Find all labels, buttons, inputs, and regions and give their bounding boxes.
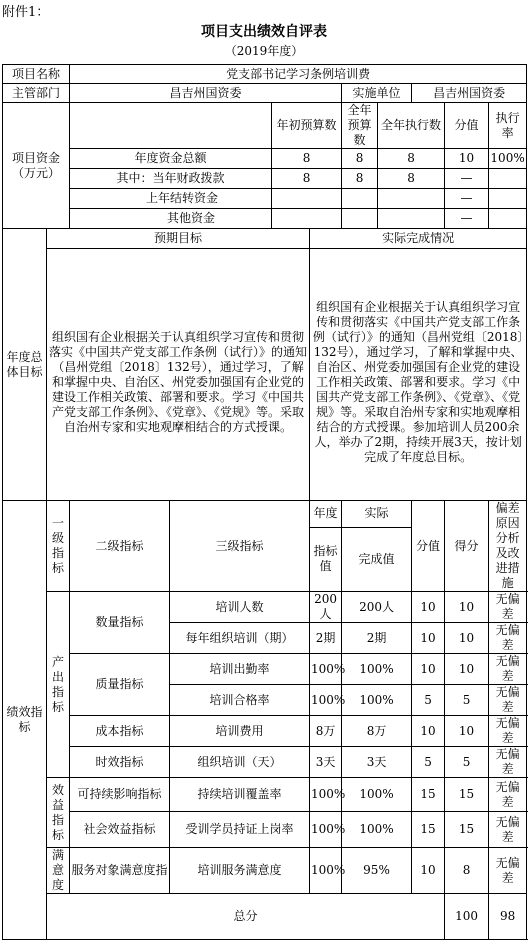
funds-row-name: 其他资金 (70, 209, 272, 229)
indicator-score: 10 (412, 654, 445, 685)
effect-l2: 可持续影响指标 (70, 778, 170, 812)
attachment-label: 附件1： (2, 5, 50, 20)
funds-row-name: 其中：当年财政拨款 (70, 169, 272, 189)
indicator-reason: 无偏差 (489, 848, 527, 894)
indicator-got: 15 (445, 812, 489, 848)
indicator-name: 培训费用 (170, 716, 310, 747)
indicator-got: 15 (445, 778, 489, 812)
indicator-reason: 无偏差 (489, 592, 527, 623)
funds-cell (378, 189, 445, 209)
funds-cell: 8 (378, 149, 445, 169)
dept-value: 昌吉州国资委 (70, 84, 342, 103)
indicator-reason: 无偏差 (489, 716, 527, 747)
funds-cell: 8 (342, 169, 378, 189)
funds-cell (342, 189, 378, 209)
funds-cell: 8 (342, 149, 378, 169)
indicator-got: 10 (445, 623, 489, 654)
indicator-name: 组织培训（天） (170, 747, 310, 778)
indicator-target: 200人 (310, 592, 342, 623)
indicator-name: 培训服务满意度 (170, 848, 310, 894)
indicator-target: 3天 (310, 747, 342, 778)
funds-blank-header (70, 103, 272, 149)
total-got: 98 (489, 894, 527, 940)
funds-cell: 100% (489, 149, 527, 169)
indicator-target: 2期 (310, 623, 342, 654)
funds-header-rate: 执行率 (489, 103, 527, 149)
funds-cell (272, 209, 342, 229)
indicator-name: 培训出勤率 (170, 654, 310, 685)
funds-cell (378, 209, 445, 229)
indicator-target: 100% (310, 812, 342, 848)
indicator-reason: 无偏差 (489, 685, 527, 716)
goals-label: 年度总体目标 (3, 229, 47, 501)
indicator-score: 15 (412, 778, 445, 812)
funds-header-initial: 年初预算数 (272, 103, 342, 149)
perf-header-year: 年度 (310, 501, 342, 528)
dept-label: 主管部门 (3, 84, 70, 103)
perf-header-score: 分值 (412, 501, 445, 592)
perf-header-actual-value: 完成值 (342, 527, 412, 591)
satisfaction-l2: 服务对象满意度指 (70, 848, 170, 894)
funds-header-executed: 全年执行数 (378, 103, 445, 149)
indicator-actual: 8万 (342, 716, 412, 747)
funds-cell (489, 169, 527, 189)
perf-header-year-value: 指标值 (310, 527, 342, 591)
quality-l2: 质量指标 (70, 654, 170, 716)
indicator-actual: 100% (342, 654, 412, 685)
indicator-target: 100% (310, 654, 342, 685)
indicator-reason: 无偏差 (489, 623, 527, 654)
perf-label: 绩效指标 (3, 501, 47, 940)
funds-cell: 8 (272, 169, 342, 189)
funds-cell: 8 (272, 149, 342, 169)
indicator-actual: 100% (342, 778, 412, 812)
funds-cell (342, 209, 378, 229)
total-label: 总分 (47, 894, 445, 940)
indicator-name: 培训合格率 (170, 685, 310, 716)
effect-l2: 社会效益指标 (70, 812, 170, 848)
perf-header-l2: 二级指标 (70, 501, 170, 592)
indicator-actual: 100% (342, 812, 412, 848)
project-name-value: 党支部书记学习条例培训费 (70, 65, 527, 84)
output-l1: 产出指标 (47, 592, 70, 778)
indicator-name: 持续培训覆盖率 (170, 778, 310, 812)
indicator-actual: 95% (342, 848, 412, 894)
perf-header-actual: 实际 (342, 501, 412, 528)
goals-actual-header: 实际完成情况 (310, 229, 527, 249)
funds-cell: — (445, 189, 489, 209)
indicator-score: 15 (412, 812, 445, 848)
indicator-actual: 100% (342, 685, 412, 716)
quantity-l2: 数量指标 (70, 592, 170, 654)
funds-label: 项目资金（万元） (3, 103, 70, 229)
indicator-target: 100% (310, 778, 342, 812)
indicator-score: 10 (412, 848, 445, 894)
indicator-score: 5 (412, 747, 445, 778)
indicator-score: 10 (412, 716, 445, 747)
form-year: （2019年度） (224, 44, 304, 58)
goals-actual-text: 组织国有企业根据关于认真组织学习宣传和贯彻落实《中国共产党支部工作条例（试行）》的通知（昌州党组〔2018〕132号），通过学习，了解和掌握中央、自治区、州党委加强国有企业党的建设工作相关政策、部署和要求。学习《中国共产党支部工作条例》、《党章》、《党规》等。采取自治州专家和实地观摩相结合的方式授课。参加培训人员200余人，举办了2期，持续开展3天，按计划完成了年度总目标。 (310, 249, 527, 501)
goals-expected-text: 组织国有企业根据关于认真组织学习宣传和贯彻落实《中国共产党支部工作条例（试行）》的通知（昌州党组〔2018〕132号），通过学习，了解和掌握中央、自治区、州党委加强国有企业党的建设工作相关政策、部署和要求。学习《中国共产党支部工作条例》、《党章》、《党规》等。采取自治州专家和实地观摩相结合的方式授课。 (47, 249, 310, 501)
funds-row-name: 上年结转资金 (70, 189, 272, 209)
indicator-name: 每年组织培训（期） (170, 623, 310, 654)
funds-header-score: 分值 (445, 103, 489, 149)
indicator-actual: 200人 (342, 592, 412, 623)
perf-header-got: 得分 (445, 501, 489, 592)
indicator-target: 100% (310, 685, 342, 716)
funds-row-name: 年度资金总额 (70, 149, 272, 169)
funds-cell (489, 209, 527, 229)
total-score: 100 (445, 894, 489, 940)
indicator-got: 10 (445, 716, 489, 747)
indicator-reason: 无偏差 (489, 747, 527, 778)
funds-header-annual: 全年预算数 (342, 103, 378, 149)
indicator-target: 100% (310, 848, 342, 894)
indicator-name: 受训学员持证上岗率 (170, 812, 310, 848)
indicator-reason: 无偏差 (489, 812, 527, 848)
indicator-target: 8万 (310, 716, 342, 747)
funds-cell (489, 189, 527, 209)
indicator-got: 10 (445, 654, 489, 685)
funds-cell: 8 (378, 169, 445, 189)
perf-header-reason: 偏差原因分析及改进措施 (489, 501, 527, 592)
impl-value: 昌吉州国资委 (412, 84, 527, 103)
time-l2: 时效指标 (70, 747, 170, 778)
evaluation-table (2, 64, 527, 940)
funds-cell: — (445, 169, 489, 189)
perf-header-l1: 一级指标 (47, 501, 70, 592)
indicator-reason: 无偏差 (489, 778, 527, 812)
form-title: 项目支出绩效自评表 (201, 24, 327, 40)
indicator-score: 10 (412, 623, 445, 654)
satisfaction-l1: 满意度 (47, 848, 70, 894)
indicator-name: 培训人数 (170, 592, 310, 623)
indicator-actual: 2期 (342, 623, 412, 654)
impl-label: 实施单位 (342, 84, 412, 103)
funds-cell: — (445, 209, 489, 229)
indicator-score: 5 (412, 685, 445, 716)
indicator-got: 10 (445, 592, 489, 623)
funds-cell: 10 (445, 149, 489, 169)
funds-cell (272, 189, 342, 209)
project-name-label: 项目名称 (3, 65, 70, 84)
indicator-score: 10 (412, 592, 445, 623)
indicator-got: 8 (445, 848, 489, 894)
effect-l1: 效益指标 (47, 778, 70, 848)
indicator-reason: 无偏差 (489, 654, 527, 685)
indicator-got: 5 (445, 747, 489, 778)
indicator-got: 5 (445, 685, 489, 716)
cost-l2: 成本指标 (70, 716, 170, 747)
goals-expected-header: 预期目标 (47, 229, 310, 249)
indicator-actual: 3天 (342, 747, 412, 778)
perf-header-l3: 三级指标 (170, 501, 310, 592)
